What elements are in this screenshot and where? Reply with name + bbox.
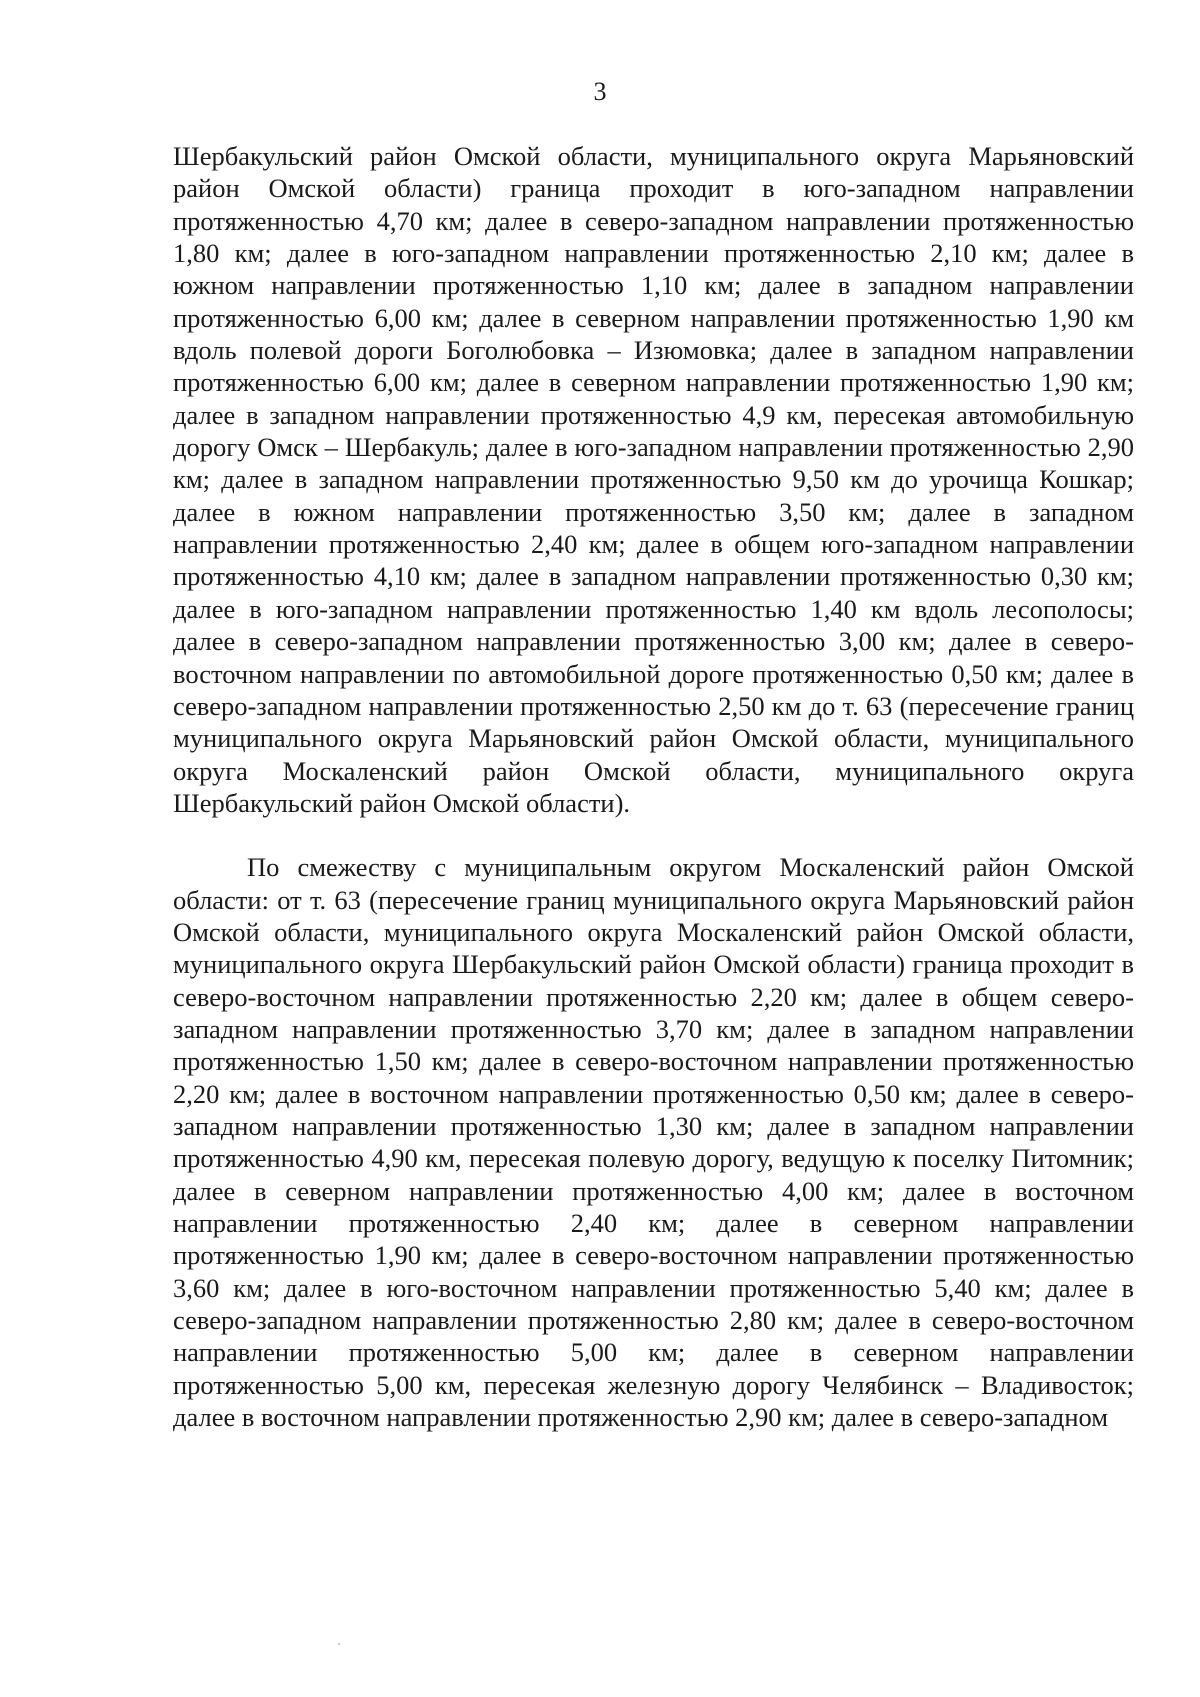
scan-artifact-dot [338, 1643, 340, 1645]
page-number: 3 [593, 77, 607, 106]
paragraph-moskalensky-boundary: По смежеству с муниципальным округом Москаленский район Омской области: от т. 63 (пересечение границ муниципального округа Марьяновский район Омской области, муниципального округа Москаленский район Омской области, муниципального округа Шербакульский район Омской области) граница проходит в северо-восточном направлении протяженностью 2,20 км; далее в общем северо-западном направлении протяженностью 3,70 км; далее в западном направлении протяженностью 1,50 км; далее в северо-восточном направлении протяженностью 2,20 км; далее в восточном направлении протяженностью 0,50 км; далее в северо-западном направлении протяженностью 1,30 км; далее в западном направлении протяженностью 4,90 км, пересекая полевую дорогу, ведущую к поселку Питомник; далее в северном направлении протяженностью 4,00 км; далее в восточном направлении протяженностью 2,40 км; далее в северном направлении протяженностью 1,90 км; далее в северо-восточном направлении протяженностью 3,60 км; далее в юго-восточном направлении протяженностью 5,40 км; далее в северо-западном направлении протяженностью 2,80 км; далее в северо-восточном направлении протяженностью 5,00 км; далее в северном направлении протяженностью 5,00 км, пересекая железную дорогу Челябинск – Владивосток; далее в восточном направлении протяженностью 2,90 км; далее в северо-западном [173, 852, 1134, 1433]
paragraph-boundary-continuation: Шербакульский район Омской области, муниципального округа Марьяновский район Омской области) граница проходит в юго-западном направлении протяженностью 4,70 км; далее в северо-западном направлении протяженностью 1,80 км; далее в юго-западном направлении протяженностью 2,10 км; далее в южном направлении протяженностью 1,10 км; далее в западном направлении протяженностью 6,00 км; далее в северном направлении протяженностью 1,90 км вдоль полевой дороги Боголюбовка – Изюмовка; далее в западном направлении протяженностью 6,00 км; далее в северном направлении протяженностью 1,90 км; далее в западном направлении протяженностью 4,9 км, пересекая автомобильную дорогу Омск – Шербакуль; далее в юго-западном направлении протяженностью 2,90 км; далее в западном направлении протяженностью 9,50 км до урочища Кошкар; далее в южном направлении протяженностью 3,50 км; далее в западном направлении протяженностью 2,40 км; далее в общем юго-западном направлении протяженностью 4,10 км; далее в западном направлении протяженностью 0,30 км; далее в юго-западном направлении протяженностью 1,40 км вдоль лесополосы; далее в северо-западном направлении протяженностью 3,00 км; далее в северо-восточном направлении по автомобильной дороге протяженностью 0,50 км; далее в северо-западном направлении протяженностью 2,50 км до т. 63 (пересечение границ муниципального округа Марьяновский район Омской области, муниципального округа Москаленский район Омской области, муниципального округа Шербакульский район Омской области). [173, 141, 1134, 818]
document-body [173, 140, 1134, 1433]
